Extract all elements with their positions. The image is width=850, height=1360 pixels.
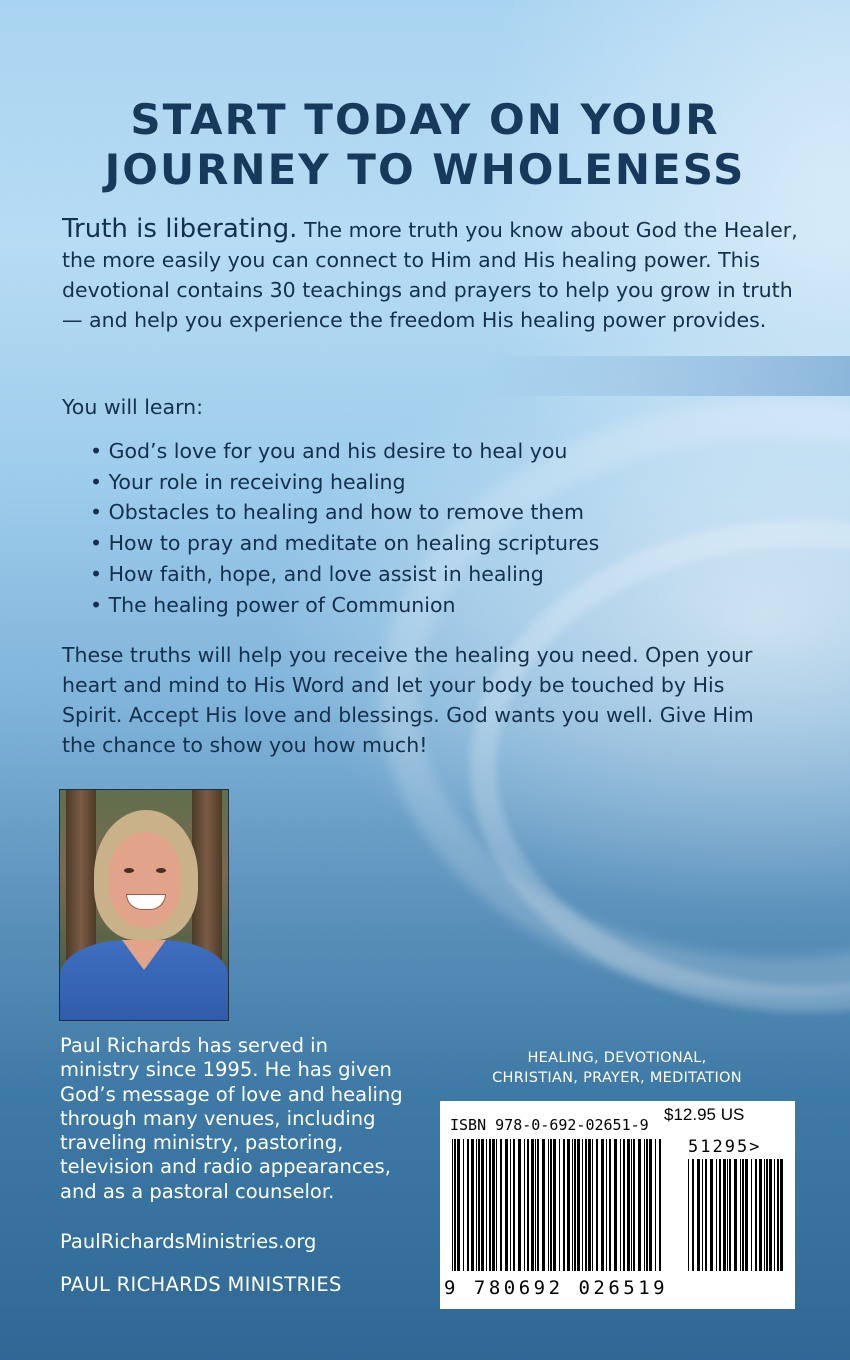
barcode-bar [496, 1139, 497, 1271]
barcode-bar [727, 1159, 728, 1271]
barcode-bar [742, 1159, 744, 1271]
barcode-bar [627, 1139, 630, 1271]
headline-line-2: JOURNEY TO WHOLENESS [104, 145, 746, 194]
barcode-bar [559, 1139, 560, 1271]
barcode-bar [623, 1139, 625, 1271]
barcode-bar [601, 1139, 604, 1271]
barcode-bar [766, 1159, 768, 1271]
barcode-bar [548, 1139, 549, 1271]
headline-line-1: START TODAY ON YOUR [130, 95, 720, 144]
barcode-bar [510, 1139, 511, 1271]
barcode-bar [505, 1139, 508, 1271]
price-code: 51295> [688, 1137, 762, 1157]
barcode-bar [710, 1159, 713, 1271]
intro-body: The more truth you know about God the Healer, the more easily you can connect to Him and His healing power. This devotional contains 30 teachings and prayers to help you grow in truth — and help you experience the freedom His healing power provides. [62, 218, 798, 332]
intro-lead: Truth is liberating. [62, 214, 298, 244]
barcode-bar [745, 1159, 748, 1271]
barcode-bar [489, 1139, 491, 1271]
barcode-bar [644, 1139, 645, 1271]
barcode-bar [574, 1139, 576, 1271]
barcode-bar [542, 1139, 545, 1271]
barcode-bar [527, 1139, 529, 1271]
barcode-bar [692, 1159, 694, 1271]
barcode-box [440, 1101, 795, 1309]
barcode-bar [705, 1159, 707, 1271]
barcode-bar [481, 1139, 484, 1271]
barcode-bar [457, 1139, 460, 1271]
barcode-bar [476, 1139, 477, 1271]
author-bio: Paul Richards has served in ministry since 1995. He has given God’s message of love and healing through many venues, including traveling ministry, pastoring, television and radio appearances, and as a pastoral counselor. [60, 1034, 403, 1203]
learn-item: • God’s love for you and his desire to heal you [90, 436, 599, 467]
intro-paragraph [62, 214, 802, 335]
learn-item: • How to pray and meditate on healing scriptures [90, 528, 599, 559]
barcode-bar [572, 1139, 573, 1271]
barcode-bar [614, 1139, 617, 1271]
barcode-bar [592, 1139, 593, 1271]
price-barcode [688, 1159, 784, 1271]
barcode-bar [452, 1139, 453, 1271]
category-line-1: HEALING, DEVOTIONAL, [527, 1050, 707, 1066]
learn-item: • Obstacles to healing and how to remove them [90, 497, 599, 528]
book-category [440, 1048, 794, 1088]
barcode-bar [697, 1159, 700, 1271]
category-line-2: CHRISTIAN, PRAYER, MEDITATION [492, 1070, 742, 1086]
barcode-bar [454, 1139, 456, 1271]
barcode-bar [535, 1139, 536, 1271]
barcode-bar [478, 1139, 480, 1271]
barcode-bar [620, 1139, 621, 1271]
author-eye [156, 868, 166, 873]
barcode-bar [582, 1139, 583, 1271]
closing-paragraph: These truths will help you receive the healing you need. Open your heart and mind to His Word and let your body be touched by His Spirit. Accept His love and blessings. God wants you well. Give Him the chance to show you how much! [62, 643, 754, 757]
barcode-bar [702, 1159, 703, 1271]
background-band [490, 356, 850, 396]
barcode-bar [649, 1139, 652, 1271]
learn-label: You will learn: [62, 395, 204, 419]
barcode-bar [716, 1159, 717, 1271]
barcode-bar [755, 1159, 757, 1271]
barcode-bar [734, 1159, 737, 1271]
ean-digits: 9 780692 026519 [444, 1277, 669, 1299]
author-face [108, 832, 182, 928]
barcode-bar [553, 1139, 556, 1271]
barcode-bar [588, 1139, 591, 1271]
ministry-name: PAUL RICHARDS MINISTRIES [60, 1273, 342, 1296]
barcode-bar [500, 1139, 502, 1271]
barcode-bar [531, 1139, 534, 1271]
headline [0, 95, 850, 195]
author-photo [59, 789, 229, 1021]
barcode-bar [719, 1159, 721, 1271]
barcode-bar [759, 1159, 762, 1271]
barcode-bar [751, 1159, 752, 1271]
barcode-bar [764, 1159, 765, 1271]
learn-item: • The healing power of Communion [90, 590, 599, 621]
ean-barcode [452, 1139, 662, 1271]
barcode-bar [609, 1139, 611, 1271]
barcode-bar [471, 1139, 474, 1271]
learn-list [90, 436, 599, 620]
barcode-bar [631, 1139, 632, 1271]
barcode-bar [585, 1139, 587, 1271]
barcode-bar [729, 1159, 731, 1271]
barcode-bar [655, 1139, 656, 1271]
barcode-bar [577, 1139, 580, 1271]
barcode-bar [777, 1159, 779, 1271]
barcode-bar [596, 1139, 598, 1271]
barcode-bar [463, 1139, 464, 1271]
barcode-bar [723, 1159, 726, 1271]
learn-item: • How faith, hope, and love assist in healing [90, 559, 599, 590]
barcode-bar [513, 1139, 515, 1271]
barcode-bar [780, 1159, 783, 1271]
barcode-bar [563, 1139, 565, 1271]
barcode-bar [659, 1139, 661, 1271]
isbn-label: ISBN 978-0-692-02651-9 [450, 1116, 649, 1134]
barcode-bar [486, 1139, 487, 1271]
barcode-bar [537, 1139, 539, 1271]
barcode-bar [550, 1139, 552, 1271]
barcode-bar [740, 1159, 741, 1271]
price-label: $12.95 US [664, 1105, 745, 1124]
barcode-bar [769, 1159, 772, 1271]
barcode-bar [646, 1139, 648, 1271]
website-link[interactable]: PaulRichardsMinistries.org [60, 1230, 317, 1253]
learn-item: • Your role in receiving healing [90, 467, 599, 498]
barcode-bar [638, 1139, 641, 1271]
barcode-bar [633, 1139, 635, 1271]
barcode-bar [518, 1139, 521, 1271]
barcode-bar [467, 1139, 469, 1271]
barcode-bar [606, 1139, 607, 1271]
author-eye [124, 868, 134, 873]
barcode-bar [774, 1159, 775, 1271]
barcode-bar [492, 1139, 495, 1271]
barcode-bar [688, 1159, 689, 1271]
barcode-bar [524, 1139, 525, 1271]
barcode-bar [567, 1139, 570, 1271]
